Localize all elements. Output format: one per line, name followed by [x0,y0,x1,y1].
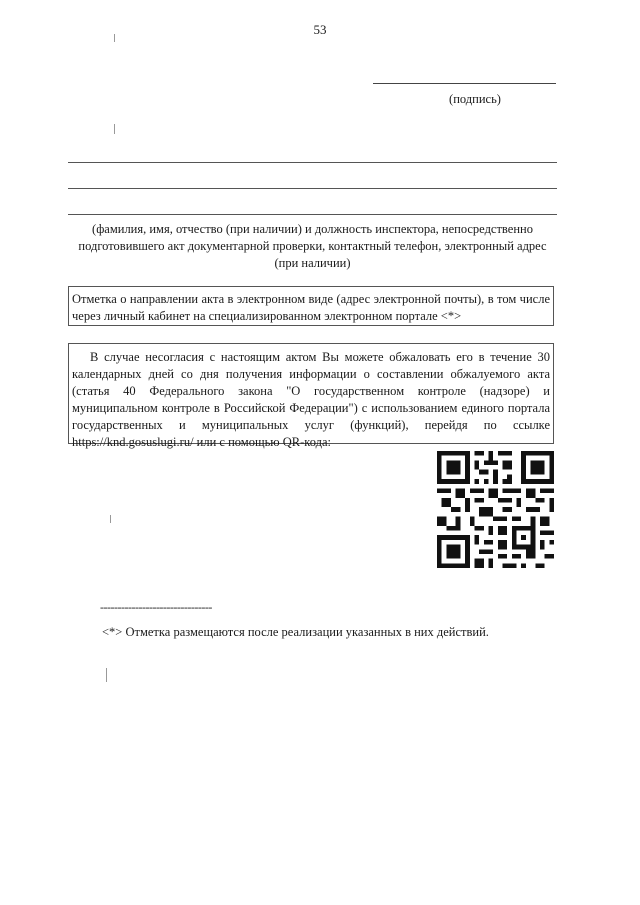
signature-label: (подпись) [449,92,501,106]
footnote-separator: -------------------------------- [100,600,212,614]
scan-mark [114,34,115,42]
electronic-notice-text: Отметка о направлении акта в электронном виде (адрес электронной почты), в том числе через личный кабинет на специализированном электронном портале <*> [72,292,550,323]
scan-mark [114,124,115,134]
inspector-caption: (фамилия, имя, отчество (при наличии) и должность инспектора, непосредственно подготовившего акт документарной проверки, контактный телефон, электронный адрес (при наличии) [78,222,547,270]
appeal-notice-text: В случае несогласия с настоящим актом Вы можете обжаловать его в течение 30 календарных дней со дня получения информации о составлении обжалуемого акта (статья 40 Федерального закона "О государственном контроле (надзоре) и муниципальном контроле в Российской Федерации") с использованием единого портала государственных и муниципальных услуг (функций), перейдя по ссылке https://knd.gosuslugi.ru/ или с помощью QR-кода: [72,350,550,449]
page-number: 53 [313,22,327,37]
signature-line [373,83,556,84]
electronic-notice-box [68,286,554,326]
scan-mark [110,515,111,523]
qr-code-icon [437,451,554,568]
inspector-line-1 [68,162,557,163]
footnote-text: <*> Отметка размещаются после реализации указанных в них действий. [102,625,489,639]
appeal-notice-box [68,343,554,449]
inspector-line-2 [68,188,557,189]
inspector-line-3 [68,214,557,215]
scan-mark [106,668,107,682]
